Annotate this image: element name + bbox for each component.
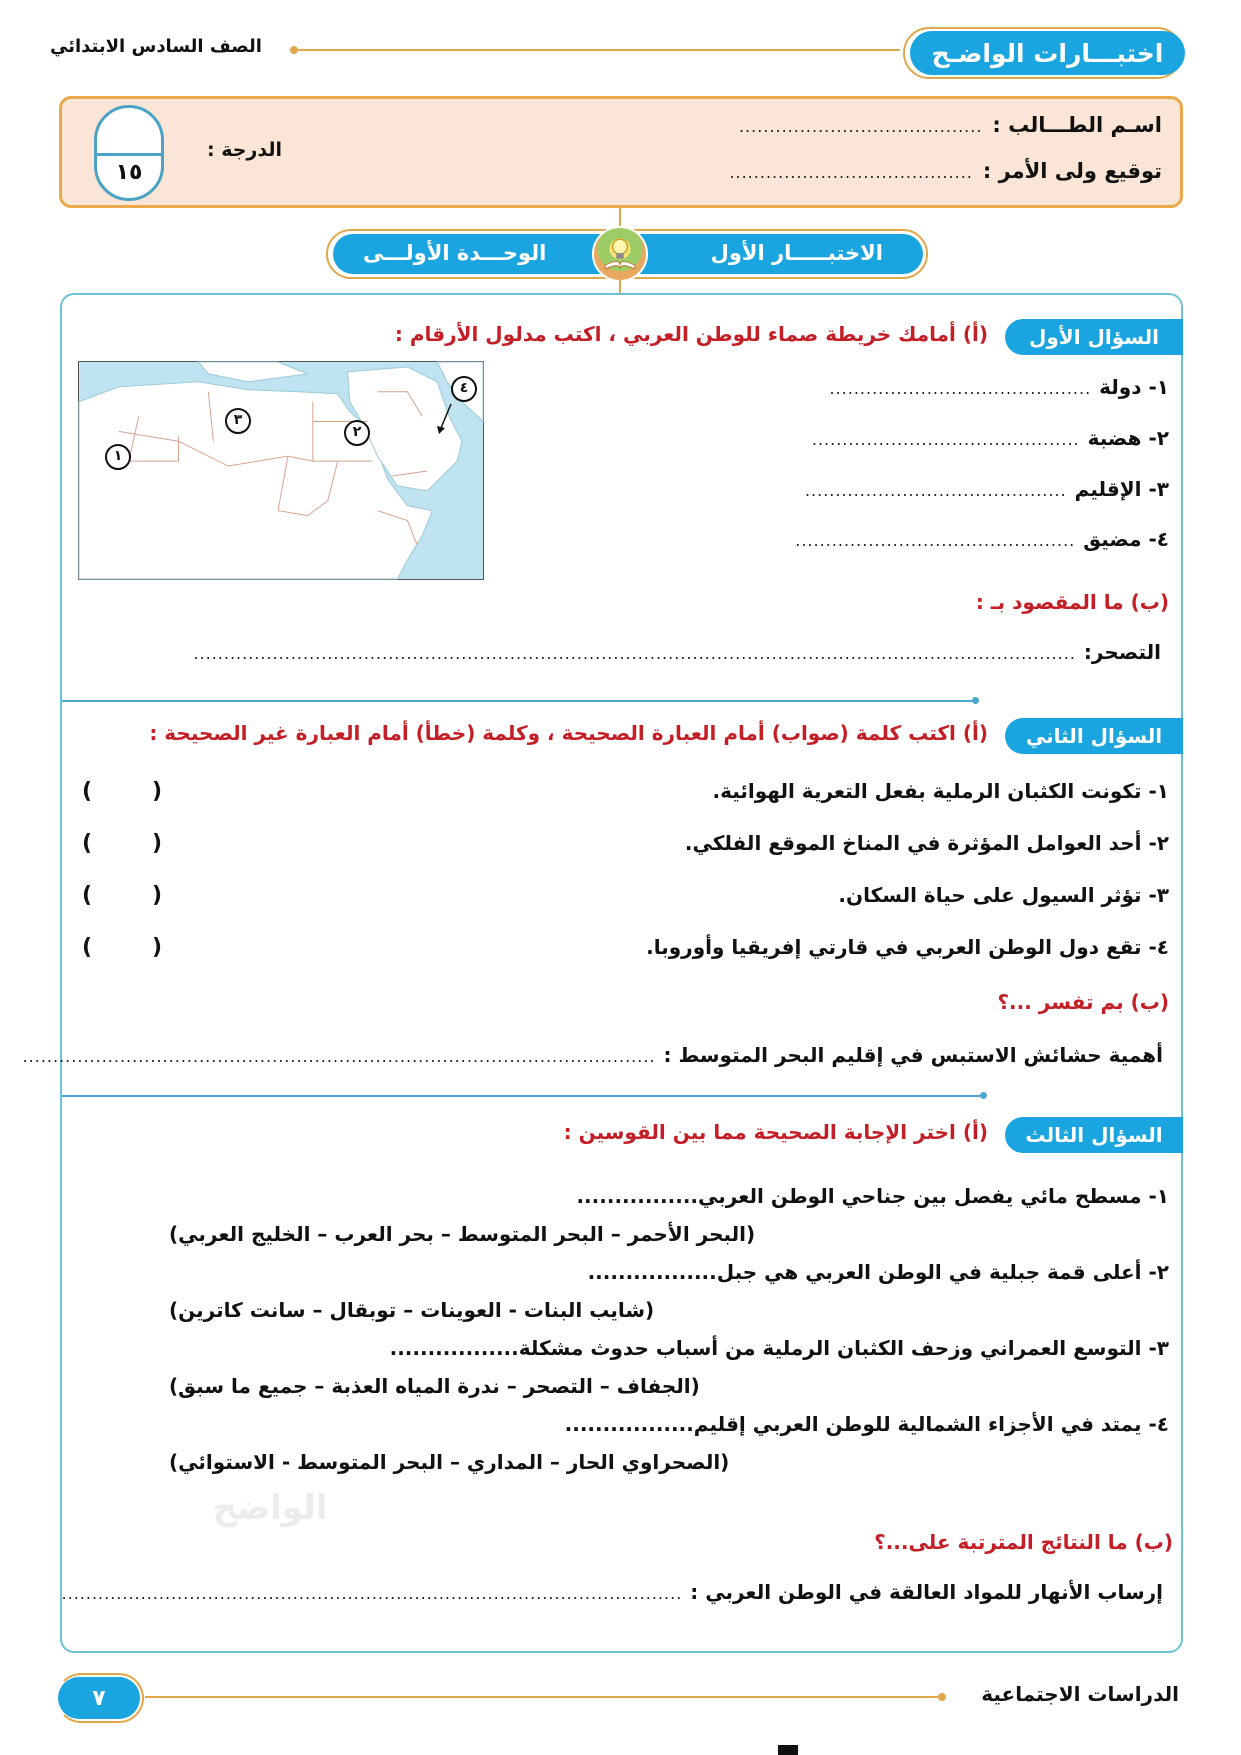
q3-part-b-prompt: إرساب الأنهار للمواد العالقة في الوطن العربي : [690, 1580, 1163, 1604]
score-obtained-field[interactable] [97, 118, 161, 148]
paren-open: ( [82, 883, 93, 908]
q3-item-2-choices: (شايب البنات - العوينات – توبقال – سانت كاترين) [169, 1298, 655, 1322]
q2-answer-box-3[interactable] [82, 883, 162, 913]
q3-part-b-answer[interactable]: ...................................................................................................... [61, 1584, 683, 1603]
guardian-signature-label: توقيع ولى الأمر : [982, 159, 1162, 183]
q1-item-4 [709, 527, 1169, 551]
paren-open: ( [82, 831, 93, 856]
paren-open: ( [82, 935, 93, 960]
q3-part-b-row [61, 1580, 1163, 1604]
q3-item-3-stem: ٣- التوسع العمراني وزحف الكثبان الرملية من أسباب حدوث مشكلة................. [389, 1336, 1169, 1360]
q1-item-1-label: ١- دولة [1099, 375, 1169, 399]
paren-close: ) [151, 779, 162, 804]
q1-badge: السؤال الأول [1005, 319, 1183, 355]
paren-close: ) [151, 883, 162, 908]
guardian-signature-field[interactable]: ........................................ [729, 163, 973, 182]
header-divider [295, 49, 900, 51]
test-title: الاختبـــــار الأول [710, 241, 883, 265]
brand-title: اختبـــارات الواضـح [910, 31, 1185, 75]
q1-item-4-label: ٤- مضيق [1083, 527, 1169, 551]
q2-statement-2: ٢- أحد العوامل المؤثرة في المناخ الموقع الفلكي. [684, 831, 1169, 855]
q3-part-a-heading: (أ) اختر الإجابة الصحيحة مما بين القوسين : [563, 1120, 988, 1144]
q2-statement-1: ١- تكونت الكثبان الرملية بفعل التعرية الهوائية. [712, 779, 1169, 803]
q3-item-3-choices: (الجفاف – التصحر – ندرة المياه العذبة – جميع ما سبق) [169, 1374, 700, 1398]
q2-part-b-answer[interactable]: ........................................................................................................ [22, 1047, 656, 1066]
unit-title: الوحـــدة الأولـــى [363, 241, 547, 265]
student-name-row [602, 113, 1162, 137]
q3-part-b-heading: (ب) ما النتائج المترتبة على...؟ [874, 1530, 1173, 1554]
q1-item-2 [709, 426, 1169, 450]
section-divider-1 [62, 700, 972, 702]
footer-divider [145, 1696, 940, 1698]
lightbulb-book-icon [592, 226, 648, 282]
q2-answer-box-2[interactable] [82, 831, 162, 861]
banner-connector-bottom [619, 280, 621, 294]
grade-label: الصف السادس الابتدائي [50, 36, 262, 57]
q1-item-1-answer[interactable]: ........................................... [829, 379, 1092, 398]
paren-close: ) [151, 831, 162, 856]
map-arrow-icon [435, 404, 455, 434]
map-label-4: ٤ [451, 376, 477, 402]
section-divider-2 [62, 1095, 980, 1097]
guardian-signature-row [602, 159, 1162, 183]
q2-answer-box-1[interactable] [82, 779, 162, 809]
q1-part-b-answer[interactable]: ................................................................................................................................................. [193, 644, 1076, 663]
page-number: ٧ [58, 1677, 140, 1719]
score-label: الدرجة : [207, 139, 282, 161]
map-label-2: ٢ [344, 420, 370, 446]
q1-item-4-answer[interactable]: .............................................. [795, 531, 1076, 550]
q2-statement-4: ٤- تقع دول الوطن العربي في قارتي إفريقيا وأوروبا. [646, 935, 1169, 959]
header-divider-dot [290, 46, 298, 54]
map-svg [79, 362, 483, 579]
lightbulb-book-svg [594, 228, 646, 280]
q2-part-b-heading: (ب) بم تفسر ...؟ [997, 990, 1169, 1014]
q2-part-b-row [22, 1043, 1163, 1067]
q1-item-3-answer[interactable]: ........................................... [804, 481, 1067, 500]
q1-item-1 [709, 375, 1169, 399]
q3-item-4-stem: ٤- يمتد في الأجزاء الشمالية للوطن العربي إقليم................. [564, 1412, 1169, 1436]
bottom-crop-mark [778, 1745, 798, 1755]
map-label-3: ٣ [225, 408, 251, 434]
q3-item-1-stem: ١- مسطح مائي يفصل بين جناحي الوطن العربي................ [576, 1184, 1169, 1208]
paren-open: ( [82, 779, 93, 804]
q3-badge: السؤال الثالث [1005, 1117, 1183, 1153]
watermark: الواضح [212, 1488, 328, 1528]
q2-part-a-heading: (أ) اكتب كلمة (صواب) أمام العبارة الصحيحة ، وكلمة (خطأ) أمام العبارة غير الصحيحة : [149, 721, 988, 745]
q1-item-3-label: ٣- الإقليم [1074, 477, 1169, 501]
q3-item-4-choices: (الصحراوي الحار – المداري – البحر المتوسط - الاستوائي) [169, 1450, 730, 1474]
footer-divider-dot [938, 1693, 946, 1701]
q1-item-2-label: ٢- هضبة [1087, 426, 1169, 450]
q1-part-a-heading: (أ) أمامك خريطة صماء للوطن العربي ، اكتب مدلول الأرقام : [394, 322, 988, 346]
score-oval [94, 105, 164, 201]
map-europe-land [198, 362, 307, 382]
map-label-1: ١ [105, 444, 131, 470]
score-divider [97, 153, 161, 156]
q2-badge: السؤال الثاني [1005, 718, 1183, 754]
footer-subject: الدراسات الاجتماعية [981, 1682, 1179, 1706]
q1-part-b-heading: (ب) ما المقصود بـ : [975, 590, 1169, 614]
q3-item-1-choices: (البحر الأحمر – البحر المتوسط – بحر العرب – الخليج العربي) [169, 1222, 756, 1246]
score-max: ١٥ [115, 160, 143, 185]
q2-part-b-prompt: أهمية حشائش الاستبس في إقليم البحر المتوسط : [663, 1043, 1163, 1067]
q2-answer-box-4[interactable] [82, 935, 162, 965]
paren-close: ) [151, 935, 162, 960]
q1-item-3 [709, 477, 1169, 501]
student-name-field[interactable]: ........................................ [738, 117, 983, 136]
student-name-label: اسـم الطـــالب : [992, 113, 1162, 137]
q2-statement-3: ٣- تؤثر السيول على حياة السكان. [838, 883, 1169, 907]
q1-part-b-row [161, 640, 1161, 664]
student-info-box [59, 96, 1183, 208]
q1-part-b-term: التصحر: [1083, 640, 1161, 664]
q3-item-2-stem: ٢- أعلى قمة جبلية في الوطن العربي هي جبل................. [587, 1260, 1169, 1284]
arab-world-blank-map [78, 361, 484, 580]
q1-item-2-answer[interactable]: ............................................ [811, 430, 1080, 449]
